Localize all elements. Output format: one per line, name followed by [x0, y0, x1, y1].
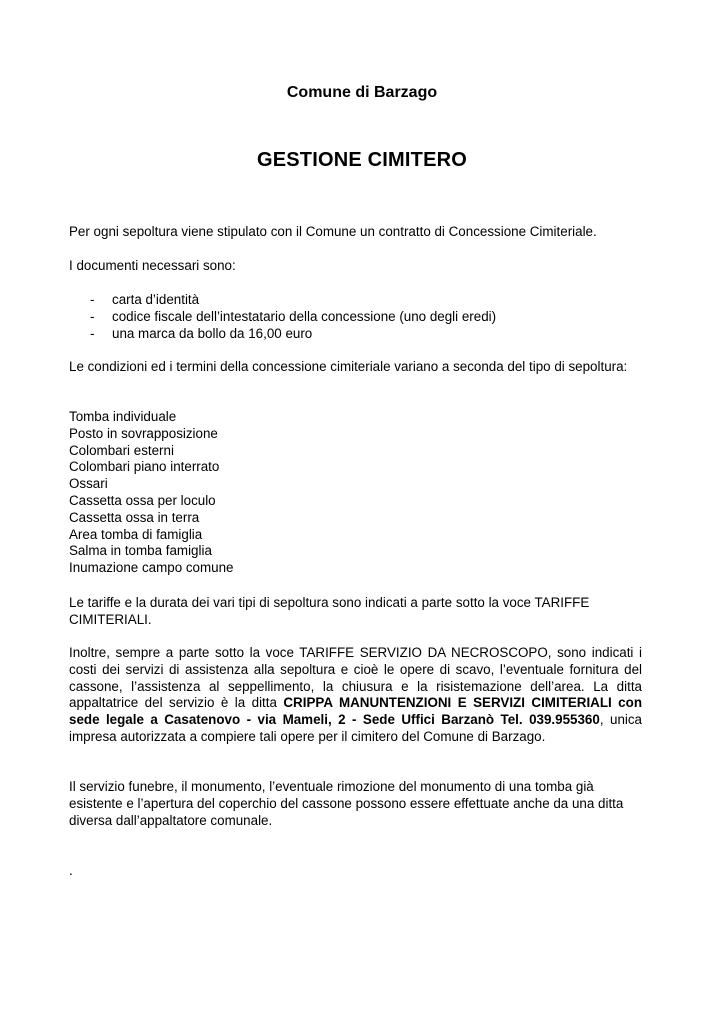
tariffe-paragraph: Le tariffe e la durata dei vari tipi di sepoltura sono indicati a parte sotto la voce TARIFFE CIMITERIALI.: [69, 595, 590, 627]
list-item: Area tomba di famiglia: [69, 526, 203, 542]
trailing-mark: .: [69, 863, 73, 878]
list-item: Ossari: [69, 476, 108, 492]
list-item: Tomba individuale: [69, 409, 177, 424]
list-bullet: -: [90, 325, 95, 341]
page-title: GESTIONE CIMITERO: [256, 149, 468, 171]
list-item: [69, 326, 642, 343]
list-item: Cassetta ossa per loculo: [69, 492, 216, 508]
list-item: Colombari piano interrato: [69, 459, 220, 475]
list-item-text: codice fiscale dell’intestatario della concessione (uno degli eredi): [112, 308, 497, 324]
list-item-text: una marca da bollo da 16,00 euro: [112, 325, 313, 341]
municipality-header: Comune di Barzago: [286, 84, 438, 101]
list-item: Colombari esterni: [69, 442, 174, 458]
servizio-paragraph: Il servizio funebre, il monumento, l’eventuale rimozione del monumento di una tomba già esistente e l’apertura del coperchio del cassone possono essere effettuate anche da una ditta diversa dall’appaltatore comunale.: [69, 779, 624, 828]
necroscopo-paragraph: [69, 645, 642, 746]
list-bullet: -: [90, 308, 95, 324]
conditions-paragraph: Le condizioni ed i termini della concessione cimiteriale variano a seconda del tipo di sepoltura:: [69, 359, 628, 374]
documents-list: [69, 292, 642, 342]
list-item: [69, 292, 642, 309]
list-item: Cassetta ossa in terra: [69, 509, 200, 525]
list-item-text: carta d’identità: [112, 292, 200, 307]
list-bullet: -: [90, 292, 95, 307]
documents-heading: I documenti necessari sono:: [69, 258, 236, 273]
paragraph-text: , unica impresa autorizzata a compiere tali opere per il cimitero del Comune di Barzago.: [69, 712, 643, 744]
paragraph-text: Inoltre, sempre a parte sotto la voce TARIFFE SERVIZIO DA NECROSCOPO, sono indicati i costi dei servizi di assistenza alla sepoltura e cioè le opere di scavo, l’eventuale fornitura del cassone, l’assistenza al seppellimento, la chiusura e la risistemazione dell’area. La ditta appaltatrice del servizio è la ditta: [69, 645, 642, 711]
list-item: Inumazione campo comune: [69, 560, 234, 576]
intro-paragraph: Per ogni sepoltura viene stipulato con il Comune un contratto di Concessione Cimiteriale.: [69, 224, 597, 239]
list-item: Salma in tomba famiglia: [69, 543, 212, 559]
burial-types-list: [69, 409, 234, 577]
list-item: Posto in sovrapposizione: [69, 425, 218, 441]
list-item: [69, 309, 642, 326]
company-details: CRIPPA MANUNTENZIONI E SERVIZI CIMITERIALI con sede legale a Casatenovo - via Mameli, 2 - Sede Uffici Barzanò Tel. 039.955360: [69, 695, 642, 728]
